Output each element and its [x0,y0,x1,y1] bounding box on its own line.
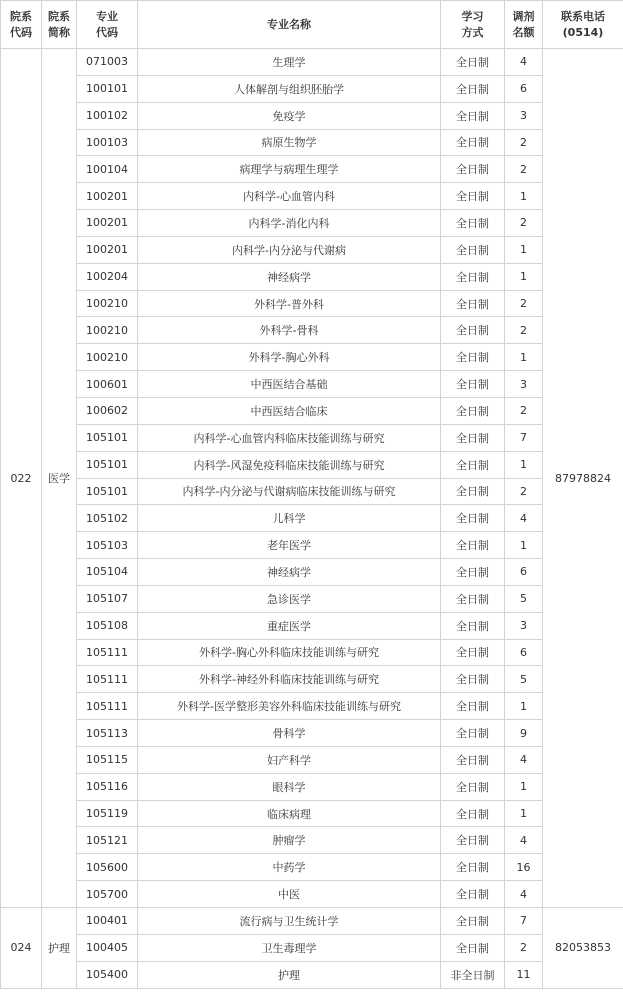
major-code-cell: 105101 [77,424,138,451]
header-major-code-line2: 代码 [96,25,118,39]
study-mode-cell: 全日制 [441,746,505,773]
header-study-mode [441,1,505,49]
table-row [1,800,623,827]
table-row [1,854,623,881]
major-name-cell: 内科学-消化内科 [138,210,441,237]
major-name-cell: 病理学与病理生理学 [138,156,441,183]
study-mode-cell: 非全日制 [441,961,505,988]
study-mode-cell: 全日制 [441,102,505,129]
study-mode-cell: 全日制 [441,827,505,854]
quota-cell: 4 [505,746,543,773]
quota-cell: 2 [505,290,543,317]
quota-cell: 2 [505,156,543,183]
college-code-cell: 022 [1,49,42,908]
study-mode-cell: 全日制 [441,210,505,237]
study-mode-cell: 全日制 [441,478,505,505]
major-code-cell: 105113 [77,720,138,747]
header-phone-line1: 联系电话 [561,9,605,23]
major-code-cell: 100401 [77,908,138,935]
major-code-cell: 100102 [77,102,138,129]
major-name-cell: 临床病理 [138,800,441,827]
major-name-cell: 外科学-胸心外科 [138,344,441,371]
major-name-cell: 免疫学 [138,102,441,129]
quota-cell: 4 [505,881,543,908]
table-row [1,559,623,586]
header-college-code-line2: 代码 [10,25,32,39]
quota-cell: 2 [505,317,543,344]
major-name-cell: 老年医学 [138,532,441,559]
study-mode-cell: 全日制 [441,881,505,908]
major-code-cell: 105700 [77,881,138,908]
header-quota [505,1,543,49]
header-study-mode-line1: 学习 [461,9,484,23]
study-mode-cell: 全日制 [441,639,505,666]
study-mode-cell: 全日制 [441,773,505,800]
table-row [1,666,623,693]
table-row [1,612,623,639]
table-row [1,156,623,183]
header-quota-line1: 调剂 [512,9,535,23]
table-row [1,210,623,237]
quota-cell: 1 [505,263,543,290]
major-code-cell: 105111 [77,666,138,693]
quota-cell: 3 [505,371,543,398]
study-mode-cell: 全日制 [441,585,505,612]
table-row [1,344,623,371]
quota-cell: 6 [505,559,543,586]
table-row [1,505,623,532]
study-mode-cell: 全日制 [441,183,505,210]
study-mode-cell: 全日制 [441,934,505,961]
quota-cell: 6 [505,75,543,102]
study-mode-cell: 全日制 [441,505,505,532]
header-study-mode-line2: 方式 [461,25,484,39]
major-name-cell: 外科学-医学整形美容外科临床技能训练与研究 [138,693,441,720]
major-code-cell: 100101 [77,75,138,102]
major-code-cell: 100601 [77,371,138,398]
quota-cell: 1 [505,183,543,210]
table-row [1,532,623,559]
quota-cell: 3 [505,102,543,129]
table-row [1,49,623,76]
study-mode-cell: 全日制 [441,371,505,398]
major-name-cell: 内科学-心血管内科 [138,183,441,210]
major-name-cell: 病原生物学 [138,129,441,156]
major-name-cell: 中药学 [138,854,441,881]
quota-cell: 5 [505,585,543,612]
major-name-cell: 人体解剖与组织胚胎学 [138,75,441,102]
quota-cell: 2 [505,478,543,505]
quota-cell: 3 [505,612,543,639]
header-phone-line2: (0514) [562,25,604,39]
study-mode-cell: 全日制 [441,397,505,424]
table-row [1,773,623,800]
major-name-cell: 眼科学 [138,773,441,800]
quota-cell: 9 [505,720,543,747]
quota-cell: 2 [505,210,543,237]
study-mode-cell: 全日制 [441,720,505,747]
major-code-cell: 100201 [77,183,138,210]
major-code-cell: 105119 [77,800,138,827]
major-code-cell: 105121 [77,827,138,854]
table-row [1,263,623,290]
major-code-cell: 105400 [77,961,138,988]
major-code-cell: 105101 [77,478,138,505]
table-row [1,961,623,988]
major-code-cell: 105111 [77,639,138,666]
quota-cell: 11 [505,961,543,988]
study-mode-cell: 全日制 [441,317,505,344]
quota-cell: 2 [505,934,543,961]
study-mode-cell: 全日制 [441,532,505,559]
header-college-abbr-line1: 院系 [48,9,70,23]
major-code-cell: 100210 [77,317,138,344]
table-row [1,75,623,102]
major-code-cell: 100210 [77,290,138,317]
major-name-cell: 中西医结合基础 [138,371,441,398]
table-row [1,908,623,935]
header-college-abbr [42,1,77,49]
quota-cell: 1 [505,773,543,800]
header-college-code-line1: 院系 [10,9,32,23]
major-name-cell: 妇产科学 [138,746,441,773]
study-mode-cell: 全日制 [441,236,505,263]
quota-cell: 7 [505,908,543,935]
major-name-cell: 卫生毒理学 [138,934,441,961]
quota-cell: 1 [505,236,543,263]
header-college-abbr-line2: 简称 [48,25,70,39]
major-code-cell: 105101 [77,451,138,478]
header-major-name: 专业名称 [138,1,441,49]
header-major-code-line1: 专业 [96,9,118,23]
major-code-cell: 100201 [77,210,138,237]
major-code-cell: 100104 [77,156,138,183]
quota-cell: 7 [505,424,543,451]
study-mode-cell: 全日制 [441,156,505,183]
quota-cell: 16 [505,854,543,881]
major-name-cell: 儿科学 [138,505,441,532]
major-name-cell: 外科学-普外科 [138,290,441,317]
table-row [1,183,623,210]
table-row [1,881,623,908]
major-name-cell: 神经病学 [138,263,441,290]
study-mode-cell: 全日制 [441,290,505,317]
table-row [1,746,623,773]
major-name-cell: 外科学-骨科 [138,317,441,344]
study-mode-cell: 全日制 [441,559,505,586]
major-code-cell: 105102 [77,505,138,532]
study-mode-cell: 全日制 [441,908,505,935]
major-name-cell: 生理学 [138,49,441,76]
college-abbr-cell: 医学 [42,49,77,908]
major-code-cell: 100201 [77,236,138,263]
quota-cell: 2 [505,397,543,424]
table-row [1,317,623,344]
college-abbr-cell: 护理 [42,908,77,989]
quota-cell: 1 [505,800,543,827]
major-name-cell: 肿瘤学 [138,827,441,854]
major-name-cell: 急诊医学 [138,585,441,612]
table-row [1,639,623,666]
study-mode-cell: 全日制 [441,800,505,827]
table-row [1,827,623,854]
major-name-cell: 内科学-内分泌与代谢病临床技能训练与研究 [138,478,441,505]
table-row [1,451,623,478]
study-mode-cell: 全日制 [441,666,505,693]
major-code-cell: 105104 [77,559,138,586]
study-mode-cell: 全日制 [441,129,505,156]
study-mode-cell: 全日制 [441,344,505,371]
table-row [1,478,623,505]
major-code-cell: 100210 [77,344,138,371]
phone-cell: 82053853 [543,908,623,989]
table-row [1,397,623,424]
major-code-cell: 105600 [77,854,138,881]
major-name-cell: 骨科学 [138,720,441,747]
header-row [1,1,623,49]
major-name-cell: 中医 [138,881,441,908]
major-code-cell: 105108 [77,612,138,639]
major-name-cell: 流行病与卫生统计学 [138,908,441,935]
major-name-cell: 护理 [138,961,441,988]
quota-cell: 4 [505,49,543,76]
major-code-cell: 105116 [77,773,138,800]
quota-cell: 5 [505,666,543,693]
quota-cell: 1 [505,344,543,371]
table-row [1,424,623,451]
header-quota-line2: 名额 [512,25,535,39]
major-code-cell: 105107 [77,585,138,612]
major-name-cell: 外科学-胸心外科临床技能训练与研究 [138,639,441,666]
study-mode-cell: 全日制 [441,451,505,478]
table-row [1,371,623,398]
phone-cell: 87978824 [543,49,623,908]
study-mode-cell: 全日制 [441,424,505,451]
quota-cell: 4 [505,827,543,854]
major-name-cell: 内科学-内分泌与代谢病 [138,236,441,263]
major-name-cell: 内科学-心血管内科临床技能训练与研究 [138,424,441,451]
quota-cell: 1 [505,693,543,720]
table-row [1,236,623,263]
college-code-cell: 024 [1,908,42,989]
major-name-cell: 中西医结合临床 [138,397,441,424]
major-code-cell: 105103 [77,532,138,559]
table-row [1,129,623,156]
quota-cell: 6 [505,639,543,666]
major-code-cell: 105115 [77,746,138,773]
header-major-code [77,1,138,49]
table-row [1,693,623,720]
major-code-cell: 105111 [77,693,138,720]
major-name-cell: 外科学-神经外科临床技能训练与研究 [138,666,441,693]
major-name-cell: 神经病学 [138,559,441,586]
table-row [1,102,623,129]
major-code-cell: 071003 [77,49,138,76]
major-code-cell: 100204 [77,263,138,290]
table-body [1,49,623,989]
header-college-code [1,1,42,49]
quota-cell: 2 [505,129,543,156]
header-phone [543,1,623,49]
table-row [1,720,623,747]
study-mode-cell: 全日制 [441,75,505,102]
study-mode-cell: 全日制 [441,854,505,881]
quota-cell: 4 [505,505,543,532]
quota-cell: 1 [505,451,543,478]
study-mode-cell: 全日制 [441,612,505,639]
study-mode-cell: 全日制 [441,263,505,290]
table-row [1,585,623,612]
table-row [1,934,623,961]
major-code-cell: 100405 [77,934,138,961]
study-mode-cell: 全日制 [441,693,505,720]
major-name-cell: 重症医学 [138,612,441,639]
major-code-cell: 100103 [77,129,138,156]
major-code-cell: 100602 [77,397,138,424]
major-name-cell: 内科学-风湿免疫科临床技能训练与研究 [138,451,441,478]
table-row [1,290,623,317]
study-mode-cell: 全日制 [441,49,505,76]
quota-cell: 1 [505,532,543,559]
